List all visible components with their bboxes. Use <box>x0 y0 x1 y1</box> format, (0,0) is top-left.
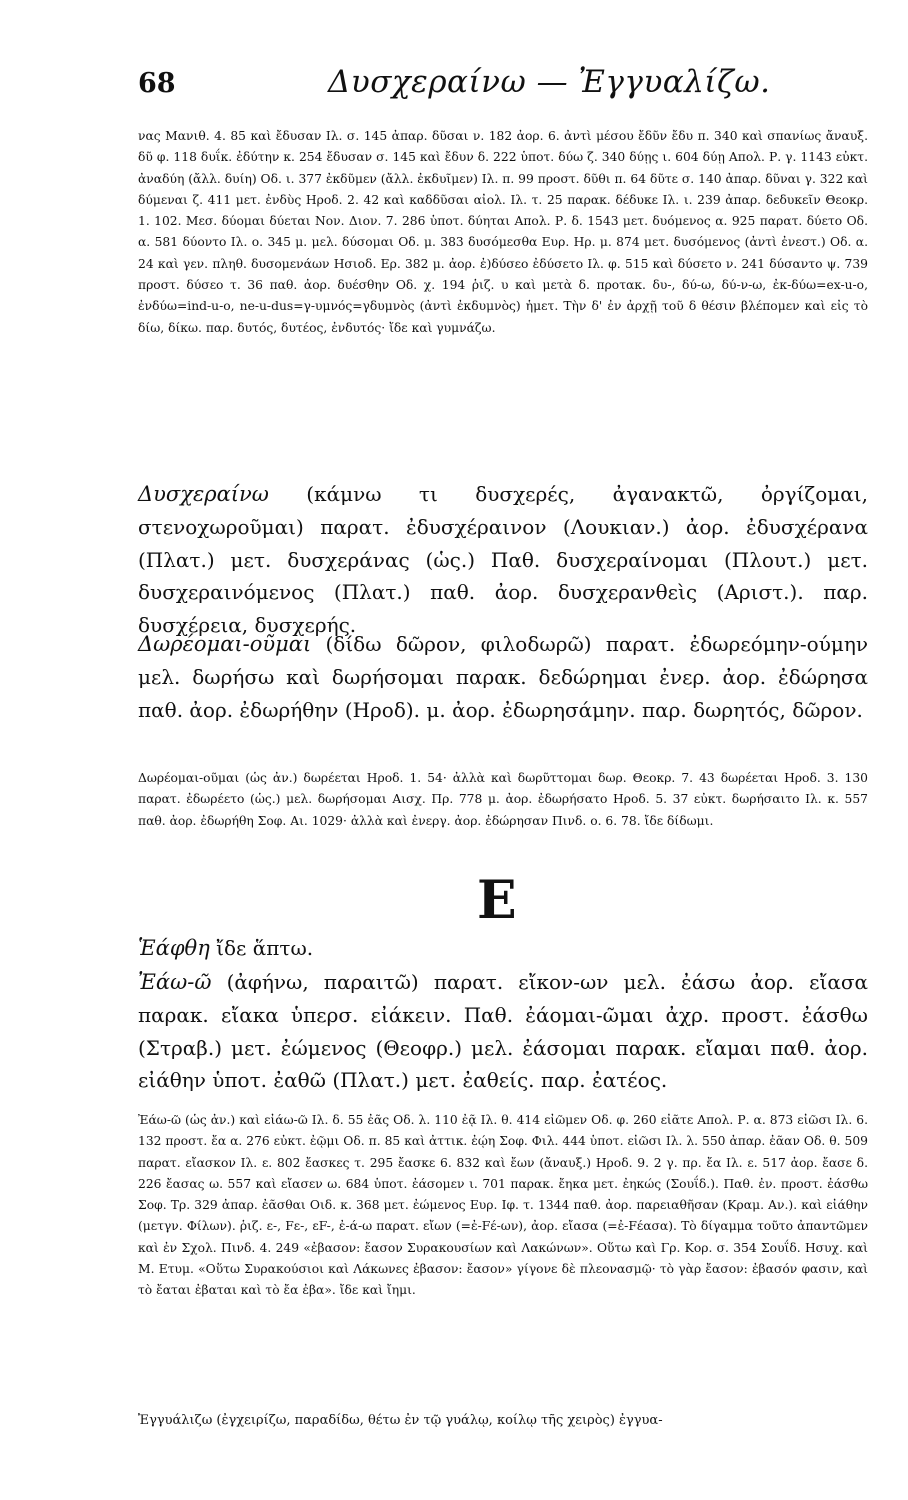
section-letter: Ε <box>477 870 517 931</box>
notes-text: Ἐάω-ῶ (ὡς ἀν.) καὶ εἰάω-ῶ Ιλ. δ. 55 ἐᾶς Οδ. λ. 110 ἐᾷ Ιλ. θ. 414 εἰῶμεν Οδ. φ. 260 εἰᾶτε Απολ. Ρ. α. 873 εἰῶσι Ιλ. 6. 132 προστ. ἔα α. 276 εὐκτ. ἐῷμι Οδ. π. 85 καὶ ἀττικ. ἐῴη Σοφ. Φιλ. 444 ὑποτ. εἰῶσι Ιλ. λ. 550 ἀπαρ. ἐᾶαν Οδ. θ. 509 παρατ. εἴασκον Ιλ. ε. 802 ἔασκες τ. 295 ἔασκε 6. 832 καὶ ἔων (ἄναυξ.) Ηροδ. 9. 2 γ. πρ. ἔα Ιλ. ε. 517 ἀορ. ἔασε δ. 226 ἔασας ω. 557 καὶ εἴασεν ω. 684 ὑποτ. ἐάσομεν ι. 701 παρακ. ἔηκα μετ. ἐηκώς (Σουΐδ.). Παθ. ἐν. προστ. ἐάσθω Σοφ. Τρ. 329 ἀπαρ. ἐᾶσθαι Οιδ. κ. 368 μετ. ἐώμενος Ευρ. Ιφ. τ. 1344 παθ. ἀορ. παρειαθῆσαν (Κραμ. Αν.). καὶ εἰάθην (μετγν. Φίλων). ῥιζ. ε-, Fε-, εF-, ἐ-ά-ω παρατ. εἴων (=ἐ-Fέ-ων), ἀορ. εἴασα (=ἐ-Fέασα). Τὸ δίγαμμα τοῦτο ἀπαντῶμεν καὶ ἐν Σχολ. Πινδ. 4. 249 «ἐβασον: ἔασον Συρακουσίων καὶ Λακώνων». Οὕτω καὶ Γρ. Κορ. σ. 354 Σουΐδ. Ησυχ. καὶ Μ. Ετυμ. «Οὕτω Συρακούσιοι καὶ Λάκωνες ἐβασον: ἔασον» γίγονε δὲ πλεονασμῷ· τὸ γὰρ ἔασον: ἐβασόν φασιν, καὶ τὸ ἔαται ἐβαται καὶ τὸ ἔα ἐβα». ἴδε καὶ ἴημι. <box>138 1113 868 1298</box>
entry-eao <box>138 966 868 1104</box>
entry-dyscheraino <box>138 478 868 638</box>
page-header <box>138 62 868 112</box>
entry-text <box>138 628 868 726</box>
entry-definition: (ἀφήνω, παραιτῶ) παρατ. εἴκον-ων μελ. ἐάσω ἀορ. εἴασα παρακ. εἴακα ὑπερσ. εἰάκειν. Παθ. ἐάομαι-ῶμαι ἀχρ. προστ. ἐάσθω (Στραβ.) μετ. ἐώμενος (Θεοφρ.) μελ. ἐάσομαι παρακ. εἴαμαι παθ. ἀορ. εἰάθην ὑποτ. ἐαθῶ (Πλατ.) μετ. ἐαθείς. παρ. ἐατέος. <box>138 970 868 1093</box>
entry-lemma: Ἑάφθη <box>138 936 210 960</box>
entry-definition: (κάμνω τι δυσχερές, ἀγανακτῶ, ὀργίζομαι, στενοχωροῦμαι) παρατ. ἐδυσχέραινον (Λουκιαν.) ἀορ. ἐδυσχέρανα (Πλατ.) μετ. δυσχεράνας (ὡς.) Παθ. δυσχεραίνομαι (Πλουτ.) μετ. δυσχεραινόμενος (Πλατ.) παθ. ἀορ. δυσχερανθεὶς (Αριστ.). παρ. δυσχέρεια, δυσχερής. <box>138 482 868 638</box>
entry-lemma: Δυσχεραίνω <box>138 482 269 506</box>
entry-text <box>138 478 868 642</box>
entry-text <box>138 932 868 965</box>
notes-text: Δωρέομαι-οῦμαι (ὡς ἀν.) δωρέεται Ηροδ. 1. 54· ἀλλὰ καὶ δωρῦττομαι δωρ. Θεοκρ. 7. 43 δωρέεται Ηροδ. 3. 130 παρατ. ἐδωρέετο (ὡς.) μελ. δωρήσομαι Αισχ. Πρ. 778 μ. ἀορ. ἐδωρήσατο Ηροδ. 5. 37 εὐκτ. δωρήσαιτο Ιλ. κ. 557 παθ. ἀορ. ἐδωρήθη Σοφ. Αι. 1029· ἀλλὰ καὶ ἐνεργ. ἀορ. ἐδώρησαν Πινδ. ο. 6. 78. ἴδε δίδωμι. <box>138 771 868 828</box>
running-title: Δυσχεραίνω — Ἐγγυαλίζω. <box>328 64 771 100</box>
next-entry-line <box>138 1410 868 1434</box>
continuation-paragraph <box>138 126 868 472</box>
entry-text <box>138 966 868 1097</box>
next-entry-text: Ἐγγυάλιζω (ἐγχειρίζω, παραδίδω, θέτω ἐν τῷ γυάλῳ, κοίλῳ τῆς χειρὸς) ἐγγυα- <box>138 1413 663 1428</box>
page-number: 68 <box>138 68 176 99</box>
entry-doreomai <box>138 628 868 760</box>
entry-definition: ἴδε ἅπτω. <box>209 936 314 960</box>
entry-eafthe <box>138 932 868 966</box>
continuation-text: νας Μανιθ. 4. 85 καὶ ἔδυσαν Ιλ. σ. 145 ἀπαρ. δῦσαι ν. 182 ἀορ. 6. ἀντὶ μέσου ἔδῦν ἔδυ π. 340 καὶ σπανίως ἄναυξ. δῦ φ. 118 δυΐκ. ἐδύτην κ. 254 ἔδυσαν σ. 145 καὶ ἔδυν δ. 222 ὑποτ. δύω ζ. 340 δύῃς ι. 604 δύῃ Απολ. Ρ. γ. 1143 εὐκτ. ἀναδύη (ἄλλ. δυίη) Οδ. ι. 377 ἐκδῦμεν (ἄλλ. ἐκδυῖμεν) Ιλ. π. 99 προστ. δῦθι π. 64 δῦτε σ. 140 ἀπαρ. δῦναι γ. 322 καὶ δύμεναι ζ. 411 μετ. ἐνδὺς Ηροδ. 2. 42 καὶ καδδῦσαι αἰολ. Ιλ. τ. 25 παρακ. δέδυκε Ιλ. ι. 239 ἀπαρ. δεδυκεῖν Θεοκρ. 1. 102. Μεσ. δύομαι δύεται Νον. Διον. 7. 286 ὑποτ. δύηται Απολ. Ρ. δ. 1543 μετ. δυόμενος α. 925 παρατ. δύετο Οδ. α. 581 δύοντο Ιλ. ο. 345 μ. μελ. δύσομαι Οδ. μ. 383 δυσόμεσθα Ευρ. Ηρ. μ. 874 μετ. δυσόμενος (ἀντὶ ἐνεστ.) Οδ. α. 24 καὶ γεν. πληθ. δυσομενάων Ησιοδ. Ερ. 382 μ. ἀορ. ἐ)δύσεο ἐδύσετο Ιλ. φ. 515 καὶ δύσετο ν. 241 δύσαντο ψ. 739 προστ. δύσεο τ. 36 παθ. ἀορ. δυέσθην Οδ. χ. 194 ῥιζ. υ καὶ μετὰ δ. προτακ. δυ-, δύ-ω, δύ-ν-ω, ἐκ-δύω=ex-u-o, ἐνδύω=ind-u-o, ne-u-dus=γ-υμνός=γδυμνὸς (ἀντὶ ἐκδυμνὸς) ἡμετ. Τὴν δ' ἐν ἀρχῇ τοῦ δ θέσιν βλέπομεν καὶ εἰς τὸ δίω, δίκω. παρ. δυτός, δυτέος, ἐνδυτός· ἴδε καὶ γυμνάζω. <box>138 129 868 335</box>
entry-definition: (δίδω δῶρον, φιλοδωρῶ) παρατ. ἐδωρεόμην-ούμην μελ. δωρήσω καὶ δωρήσομαι παρακ. δεδώρημαι ἐνερ. ἀορ. ἐδώρησα παθ. ἀορ. ἐδωρήθην (Ηροδ). μ. ἀορ. ἐδωρησάμην. παρ. δωρητός, δῶρον. <box>138 632 868 722</box>
entry-lemma: Ἐάω-ῶ <box>138 970 212 994</box>
entry-lemma: Δωρέομαι-οῦμαι <box>138 632 312 656</box>
eao-notes <box>138 1110 868 1406</box>
doreomai-notes <box>138 768 868 872</box>
